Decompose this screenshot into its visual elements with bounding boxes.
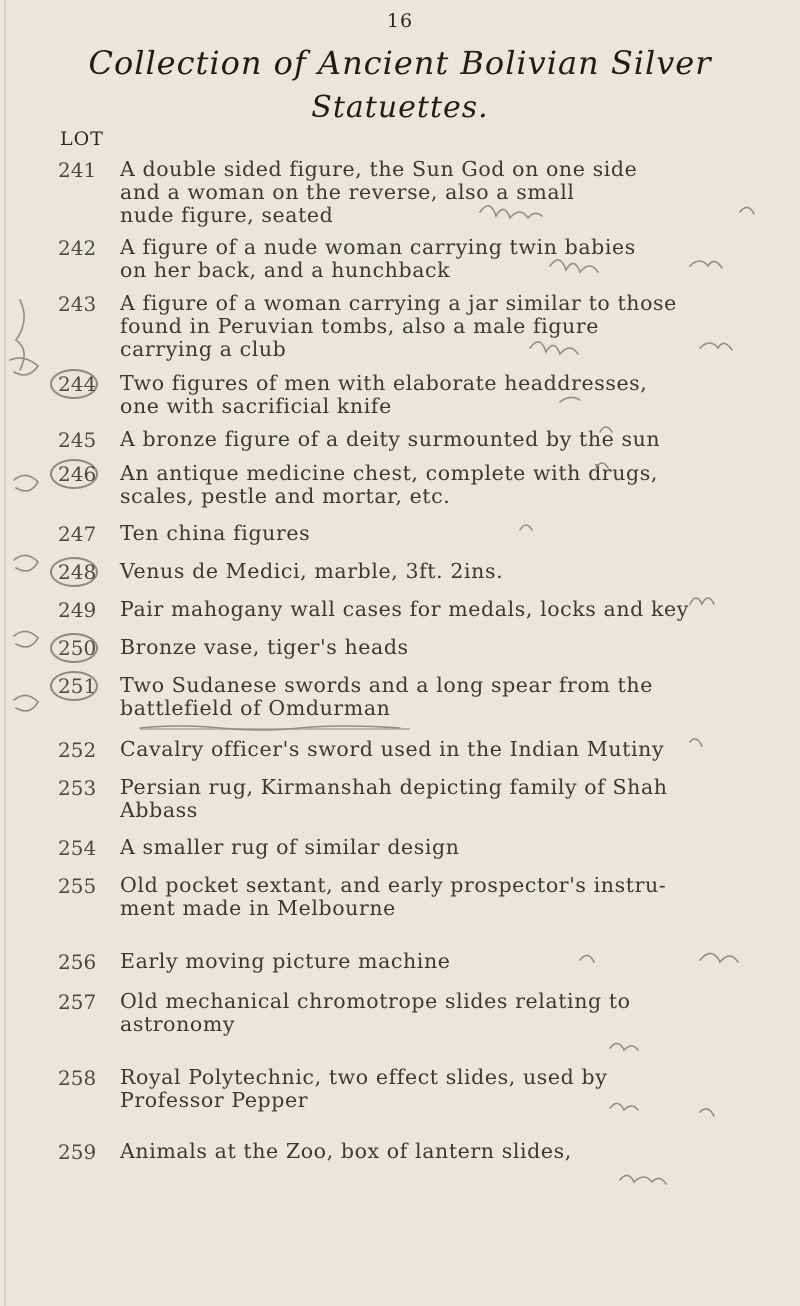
lot-number: 241	[58, 158, 97, 182]
section-subtitle: Statuettes.	[311, 90, 489, 125]
pencil-scribble	[14, 695, 38, 710]
lot-number: 245	[58, 428, 97, 452]
lot-line: A bronze figure of a deity surmounted by the sun	[120, 427, 661, 451]
pencil-scribble	[596, 463, 608, 468]
lot-number: 248	[58, 560, 97, 584]
lot-number: 247	[58, 522, 97, 546]
pencil-scribble	[480, 206, 542, 218]
pencil-scribble	[690, 739, 702, 746]
lot-line: on her back, and a hunchback	[120, 258, 451, 282]
lot-line: A figure of a woman carrying a jar similar to those	[120, 291, 677, 315]
lot-line: Bronze vase, tiger's heads	[120, 635, 409, 659]
lot-line: A smaller rug of similar design	[120, 835, 460, 859]
lot-number: 242	[58, 236, 97, 260]
lot-line: Two figures of men with elaborate headdresses,	[120, 371, 648, 395]
section-title: Collection of Ancient Bolivian Silver	[88, 44, 712, 82]
lot-number: 259	[58, 1140, 97, 1164]
lot-line: one with sacrificial knife	[120, 394, 392, 418]
lot-line: and a woman on the reverse, also a small	[120, 180, 575, 204]
pencil-scribble	[740, 207, 754, 214]
lot-line: A figure of a nude woman carrying twin babies	[120, 235, 636, 259]
lot-number: 243	[58, 292, 97, 316]
lot-number: 253	[58, 776, 97, 800]
lot-number: 258	[58, 1066, 97, 1090]
pencil-scribble	[550, 260, 598, 272]
lot-line: ment made in Melbourne	[120, 896, 396, 920]
lot-line: Cavalry officer's sword used in the Indian Mutiny	[120, 737, 665, 761]
lot-number: 255	[58, 874, 97, 898]
page-number: 16	[386, 10, 414, 32]
lot-line: Abbass	[120, 798, 198, 822]
pencil-scribble	[14, 631, 38, 646]
pencil-scribble	[140, 726, 400, 730]
lot-number: 246	[58, 462, 97, 486]
pencil-scribble	[610, 1043, 638, 1050]
lot-line: found in Peruvian tombs, also a male figure	[120, 314, 599, 338]
lot-number: 254	[58, 836, 97, 860]
pencil-scribble	[16, 300, 24, 370]
pencil-scribble	[610, 1103, 638, 1110]
lot-line: A double sided figure, the Sun God on one side	[120, 157, 638, 181]
lot-line: Early moving picture machine	[120, 949, 451, 973]
lot-line: Royal Polytechnic, two effect slides, used by	[120, 1065, 608, 1089]
pencil-scribble	[620, 1175, 666, 1184]
lot-line: battlefield of Omdurman	[120, 696, 391, 720]
pencil-scribble	[700, 953, 738, 962]
lot-line: An antique medicine chest, complete with drugs,	[120, 461, 658, 485]
lot-line: Old pocket sextant, and early prospector's instru-	[120, 873, 667, 897]
lot-column-header: LOT	[60, 128, 104, 150]
lot-number: 256	[58, 950, 97, 974]
lot-number: 244	[58, 372, 97, 396]
lot-line: Persian rug, Kirmanshah depicting family of Shah	[120, 775, 668, 799]
lot-line: Professor Pepper	[120, 1088, 309, 1112]
lot-line: nude figure, seated	[120, 203, 334, 227]
pencil-scribble	[520, 525, 532, 530]
lot-line: Venus de Medici, marble, 3ft. 2ins.	[120, 559, 504, 583]
lot-line: Pair mahogany wall cases for medals, locks and key	[120, 597, 689, 621]
pencil-scribble	[690, 261, 722, 268]
lot-line: astronomy	[120, 1012, 236, 1036]
lot-number: 250	[58, 636, 97, 660]
lot-line: scales, pestle and mortar, etc.	[120, 484, 451, 508]
lot-line: carrying a club	[120, 337, 287, 361]
pencil-scribble	[580, 955, 594, 962]
lot-number: 251	[58, 674, 97, 698]
pencil-scribble	[14, 475, 38, 490]
pencil-scribble	[600, 427, 612, 432]
pencil-scribble	[530, 342, 578, 354]
lot-number: 252	[58, 738, 97, 762]
pencil-scribble	[690, 598, 714, 604]
pencil-scribble	[700, 343, 732, 350]
lot-line: Animals at the Zoo, box of lantern slides,	[120, 1139, 572, 1163]
lot-line: Ten china figures	[120, 521, 311, 545]
lot-line: Old mechanical chromotrope slides relating to	[120, 989, 631, 1013]
lot-line: Two Sudanese swords and a long spear from the	[120, 673, 653, 697]
lot-number: 249	[58, 598, 97, 622]
lot-number: 257	[58, 990, 97, 1014]
pencil-scribble	[560, 397, 580, 402]
pencil-scribble	[700, 1109, 714, 1116]
pencil-scribble	[14, 555, 38, 570]
